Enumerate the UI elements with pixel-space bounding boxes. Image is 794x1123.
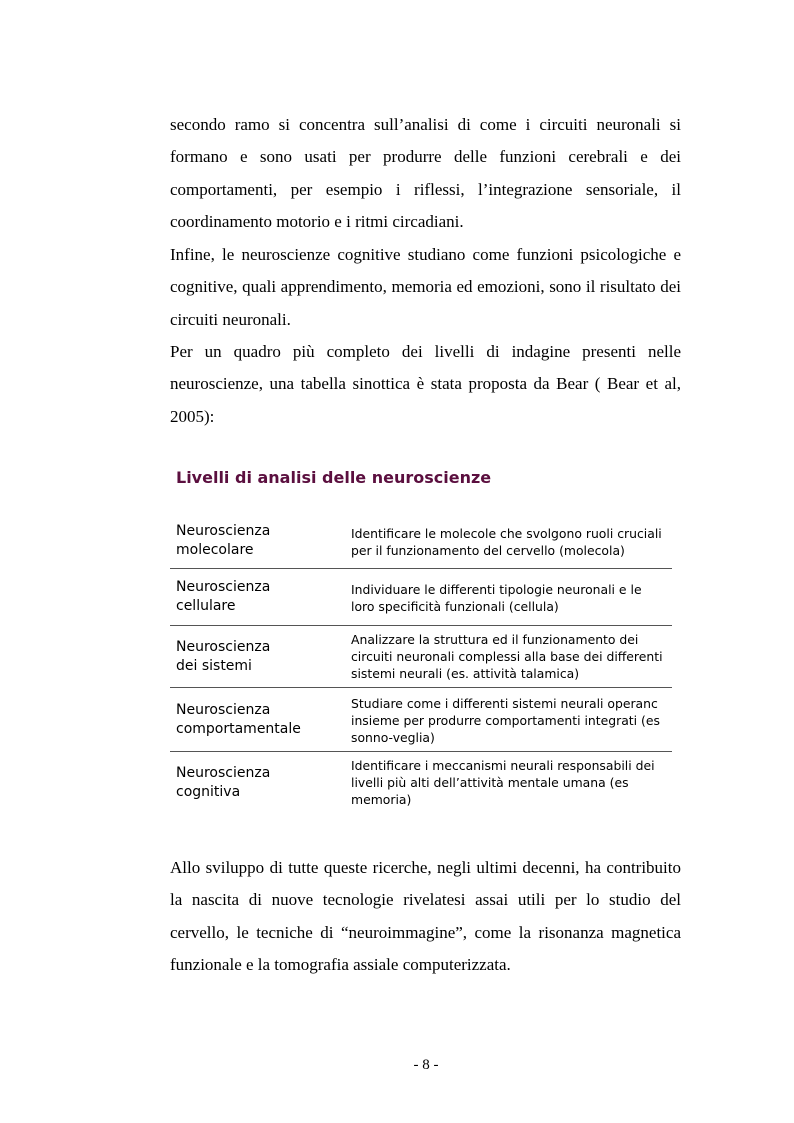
row-desc-line: Identificare le molecole che svolgono ruoli cruciali: [351, 526, 662, 541]
row-desc-line: per il funzionamento del cervello (molecola): [351, 543, 625, 558]
row-name-line: Neuroscienza: [176, 523, 271, 539]
row-desc-line: loro specificità funzionali (cellula): [351, 599, 559, 614]
row-name-line: comportamentale: [176, 721, 301, 737]
row-desc-line: Analizzare la struttura ed il funzionamento dei: [351, 632, 639, 647]
row-desc-line: sistemi neurali (es. attività talamica): [351, 666, 580, 681]
row-name-line: cognitiva: [176, 784, 241, 800]
row-desc-line: memoria): [351, 792, 412, 807]
row-desc-line: insieme per produrre comportamenti integrati (es: [351, 713, 660, 728]
paragraph-intro-continuation: secondo ramo si concentra sull’analisi di come i circuiti neuronali si formano e sono usati per produrre delle funzioni cerebrali e dei comportamenti, per esempio i riflessi, l’integrazione sensoriale, il coordinamento motorio e i ritmi circadiani.: [170, 115, 681, 231]
page-number: - 8 -: [413, 1057, 439, 1073]
row-name: [176, 638, 346, 676]
paragraph-cognitive: Infine, le neuroscienze cognitive studiano come funzioni psicologiche e cognitive, quali apprendimento, memoria ed emozioni, sono il risultato dei circuiti neuronali.: [170, 245, 681, 329]
row-description: [351, 631, 668, 682]
row-name: [176, 701, 346, 739]
row-name-line: Neuroscienza: [176, 702, 271, 718]
row-desc-line: circuiti neuronali complessi alla base dei differenti: [351, 649, 663, 664]
row-description: [351, 525, 668, 559]
row-desc-line: livelli più alti dell’attività mentale umana (es: [351, 775, 629, 790]
paragraph-table-intro: Per un quadro più completo dei livelli di indagine presenti nelle neuroscienze, una tabella sinottica è stata proposta da Bear ( Bear et al, 2005):: [170, 342, 681, 426]
table-row: [170, 688, 672, 752]
table-row: [170, 752, 672, 814]
row-desc-line: Identificare i meccanismi neurali responsabili dei: [351, 758, 655, 773]
row-name-line: dei sistemi: [176, 658, 252, 674]
table-title: Livelli di analisi delle neuroscienze: [176, 468, 492, 487]
row-description: [351, 695, 668, 746]
row-name-line: molecolare: [176, 542, 254, 558]
row-description: [351, 757, 668, 808]
levels-table: [170, 512, 672, 814]
row-name: [176, 578, 346, 616]
row-name: [176, 522, 346, 560]
row-name: [176, 764, 346, 802]
row-desc-line: Studiare come i differenti sistemi neurali operanc: [351, 696, 658, 711]
row-desc-line: sonno-veglia): [351, 730, 435, 745]
row-name-line: Neuroscienza: [176, 579, 271, 595]
row-desc-line: Individuare le differenti tipologie neuronali e le: [351, 582, 642, 597]
table-row: [170, 512, 672, 569]
row-name-line: Neuroscienza: [176, 765, 271, 781]
row-name-line: Neuroscienza: [176, 639, 271, 655]
table-row: [170, 569, 672, 626]
table-row: [170, 626, 672, 688]
row-description: [351, 581, 668, 615]
paragraph-conclusion: Allo sviluppo di tutte queste ricerche, negli ultimi decenni, ha contribuito la nascita di nuove tecnologie rivelatesi assai utili per lo studio del cervello, le tecniche di “neuroimmagine”, come la risonanza magnetica funzionale e la tomografia assiale computerizzata.: [170, 858, 681, 974]
row-name-line: cellulare: [176, 598, 236, 614]
